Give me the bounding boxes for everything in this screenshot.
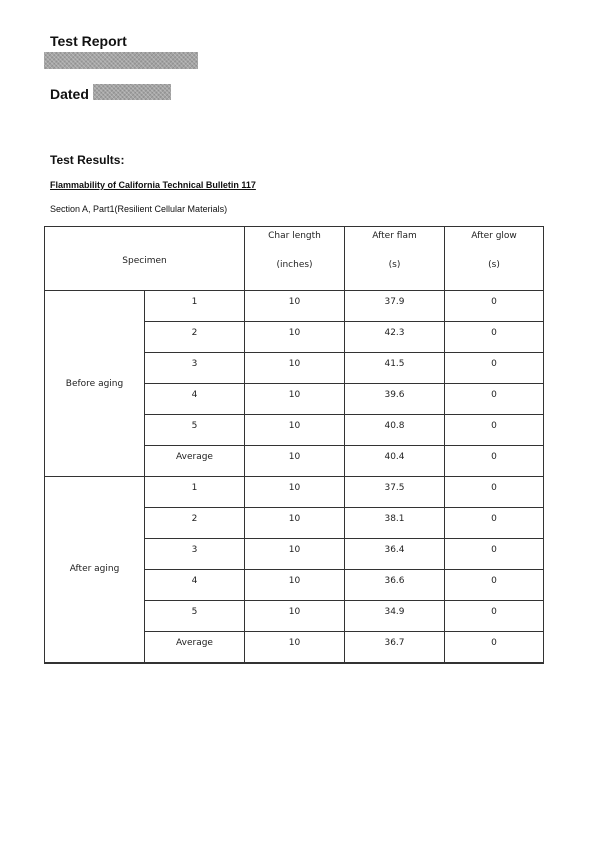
specimen-cell: 4 xyxy=(145,384,245,415)
after-glow-header xyxy=(445,227,544,291)
group-label: After aging xyxy=(45,477,145,663)
char-length-cell: 10 xyxy=(245,446,345,477)
after-flam-cell: 37.5 xyxy=(345,477,445,508)
char-length-header-unit: (inches) xyxy=(276,260,313,270)
specimen-cell: 1 xyxy=(145,477,245,508)
after-flam-cell: 36.6 xyxy=(345,570,445,601)
after-glow-header-unit: (s) xyxy=(488,260,500,270)
after-flam-cell: 39.6 xyxy=(345,384,445,415)
specimen-cell: Average xyxy=(145,632,245,663)
table-row xyxy=(45,291,544,322)
char-length-cell: 10 xyxy=(245,632,345,663)
after-flam-cell: 38.1 xyxy=(345,508,445,539)
section-line: Section A, Part1(Resilient Cellular Materials) xyxy=(50,204,228,214)
char-length-cell: 10 xyxy=(245,508,345,539)
specimen-cell: 5 xyxy=(145,601,245,632)
results-heading: Test Results: xyxy=(50,153,125,167)
specimen-cell: Average xyxy=(145,446,245,477)
redacted-date xyxy=(93,84,171,100)
after-flam-cell: 37.9 xyxy=(345,291,445,322)
after-glow-cell: 0 xyxy=(445,446,544,477)
specimen-header: Specimen xyxy=(45,227,245,291)
after-flam-cell: 34.9 xyxy=(345,601,445,632)
standard-title: Flammability of California Technical Bulletin 117 xyxy=(50,180,256,190)
specimen-cell: 3 xyxy=(145,353,245,384)
specimen-cell: 3 xyxy=(145,539,245,570)
specimen-cell: 2 xyxy=(145,508,245,539)
after-flam-cell: 36.4 xyxy=(345,539,445,570)
char-length-cell: 10 xyxy=(245,353,345,384)
after-glow-header-label: After glow xyxy=(471,231,517,241)
after-glow-cell: 0 xyxy=(445,415,544,446)
after-glow-cell: 0 xyxy=(445,508,544,539)
results-table-body xyxy=(45,227,544,663)
after-flam-cell: 36.7 xyxy=(345,632,445,663)
char-length-cell: 10 xyxy=(245,384,345,415)
char-length-cell: 10 xyxy=(245,601,345,632)
specimen-cell: 5 xyxy=(145,415,245,446)
char-length-cell: 10 xyxy=(245,291,345,322)
after-glow-cell: 0 xyxy=(445,601,544,632)
char-length-cell: 10 xyxy=(245,415,345,446)
after-glow-cell: 0 xyxy=(445,353,544,384)
after-flam-cell: 40.4 xyxy=(345,446,445,477)
report-title: Test Report xyxy=(50,33,127,49)
after-glow-cell: 0 xyxy=(445,632,544,663)
table-row xyxy=(45,477,544,508)
results-table xyxy=(44,226,544,664)
after-glow-cell: 0 xyxy=(445,291,544,322)
after-glow-cell: 0 xyxy=(445,570,544,601)
dated-label: Dated xyxy=(50,86,89,102)
char-length-cell: 10 xyxy=(245,477,345,508)
specimen-cell: 1 xyxy=(145,291,245,322)
after-glow-cell: 0 xyxy=(445,539,544,570)
table-header-row xyxy=(45,227,544,291)
after-flam-header-unit: (s) xyxy=(388,260,401,270)
after-glow-cell: 0 xyxy=(445,477,544,508)
after-flam-header-label: After flam xyxy=(372,231,417,241)
char-length-header xyxy=(245,227,345,291)
redacted-block xyxy=(44,52,198,69)
after-glow-cell: 0 xyxy=(445,322,544,353)
after-flam-cell: 41.5 xyxy=(345,353,445,384)
char-length-header-label: Char length xyxy=(268,231,321,241)
after-flam-cell: 40.8 xyxy=(345,415,445,446)
specimen-cell: 4 xyxy=(145,570,245,601)
group-label: Before aging xyxy=(45,291,145,477)
after-glow-cell: 0 xyxy=(445,384,544,415)
char-length-cell: 10 xyxy=(245,322,345,353)
char-length-cell: 10 xyxy=(245,539,345,570)
specimen-cell: 2 xyxy=(145,322,245,353)
after-flam-cell: 42.3 xyxy=(345,322,445,353)
after-flam-header xyxy=(345,227,445,291)
char-length-cell: 10 xyxy=(245,570,345,601)
